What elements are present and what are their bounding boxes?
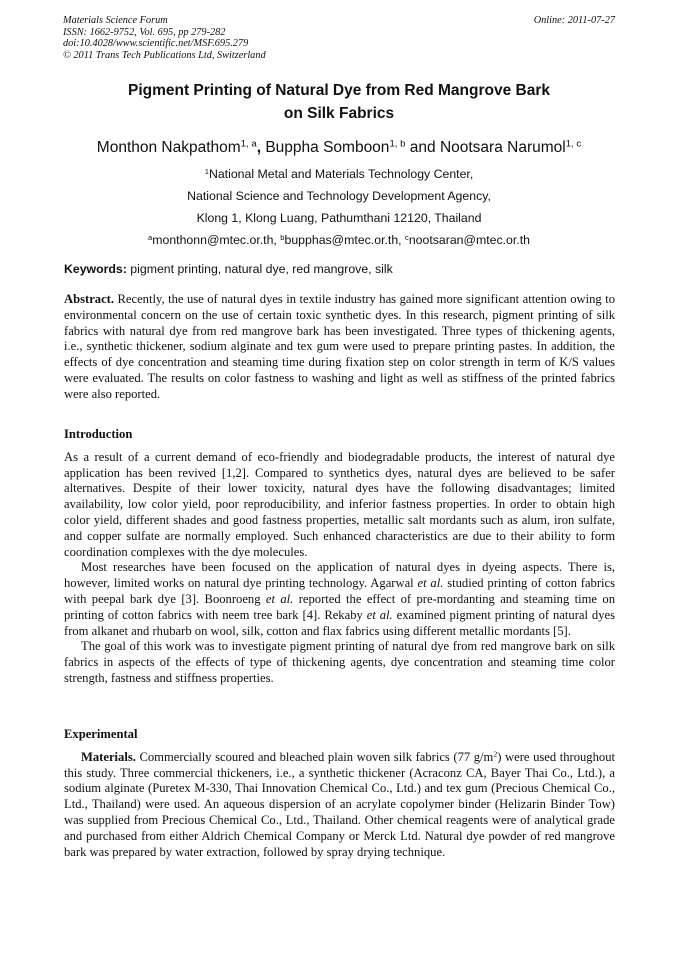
separator: and (405, 139, 440, 156)
keywords-text: pigment printing, natural dye, red mangrove, silk (126, 262, 393, 276)
abstract-label: Abstract. (64, 292, 115, 306)
paragraph: The goal of this work was to investigate pigment printing of natural dye from red mangrove bark on silk fabrics in aspects of the effects of type of thickening agents, dye concentration and steaming time color strength, fastness and stiffness properties. (64, 639, 615, 685)
affiliation-line: National Metal and Materials Technology Center, (208, 167, 474, 181)
email-sup: a (148, 232, 153, 242)
text: et al. (265, 591, 294, 606)
text: Most researches have been focused on the application of natural dyes in dyeing aspects. There is, however, limited works on natural dye printing technology. Agarwal (64, 560, 615, 591)
materials-label: Materials. (81, 749, 136, 764)
email[interactable]: bupphas@mtec.or.th, (284, 233, 405, 247)
online-date: Online: 2011-07-27 (533, 15, 615, 26)
author-name: Buppha Somboon (265, 139, 390, 156)
email-sup: b (280, 232, 285, 242)
email[interactable]: monthonn@mtec.or.th, (152, 233, 281, 247)
issn: ISSN: 1662-9752, Vol. 695, pp 279-282 (63, 26, 226, 38)
journal-name: Materials Science Forum (63, 15, 168, 26)
affiliation-line: Klong 1, Klong Luang, Pathumthani 12120, Thailand (196, 211, 482, 225)
affiliation (0, 163, 678, 251)
text: et al. (417, 576, 444, 591)
author-sup: 1, c (565, 138, 582, 150)
text: et al. (366, 607, 393, 622)
experimental-section (64, 727, 615, 860)
text: Commercially scoured and bleached plain woven silk fabrics (77 g/m (135, 749, 494, 764)
doi: doi:10.4028/www.scientific.net/MSF.695.279 (63, 38, 249, 50)
emails (0, 229, 678, 251)
text: examined pigment printing of natural dyes from alkanet and rhubarb on wool, silk, cotton and flax fabrics using different metallic mordants [5]. (64, 607, 616, 638)
introduction-section (64, 427, 615, 687)
title-line-2: on Silk Fabrics (283, 105, 395, 122)
section-heading: Introduction (64, 427, 133, 441)
author-name: Nootsara Narumol (439, 139, 566, 156)
text: ) were used throughout this study. Three commercial thickeners, i.e., a synthetic thickener (Acraconz CA, Bayer Thai Co., Ltd.), a sodium alginate (Puretex M-330, Thai Innovation Chemical Co., Ltd.) and tex gum (Precious Chemical Co., Ltd., Thailand) were used. An aqueous dispersion of an acrylate copolymer binder (Helizarin Binder Tow) was supplied from Precious Chemical Co., Ltd., Thailand. Other chemical reagents were of analytical grade and purchased from either Aldrich Chemical Company or Merck Ltd. Natural dye powder of red mangrove bark was prepared by water extraction, followed by spray drying technique. (64, 749, 615, 859)
author-sup: 1, a (240, 138, 257, 150)
paragraph (64, 750, 615, 861)
text: reported the effect of pre-mordanting and steaming time on printing of cotton fabrics with neem tree bark [4]. Rekaby (64, 591, 615, 622)
section-heading: Experimental (64, 727, 138, 741)
title-line-1: Pigment Printing of Natural Dye from Red Mangrove Bark (127, 82, 550, 99)
keywords-label: Keywords: (64, 262, 127, 276)
separator: , (256, 139, 266, 156)
abstract-text: Recently, the use of natural dyes in textile industry has gained more significant attention owing to environmental concern on the use of certain toxic synthetic dyes. In this research, pigment printing of silk fabrics with natural dye from red mangrove bark has been investigated. Three types of thickening agents, i.e., synthetic thickener, sodium alginate and tex gum were used to prepare printing pastes. In addition, the effects of dye concentration and steaming time during fixation step on color strength in term of K/S values were evaluated. The results on color fastness to washing and light as well as stiffness of the printed fabrics were also reported. (64, 292, 615, 401)
text: studied printing of cotton fabrics with peepal bark dye [3]. Boonroeng (64, 576, 616, 606)
author-sup: 1, b (389, 138, 406, 150)
affiliation-sup: 1 (204, 166, 209, 176)
paragraph (64, 560, 615, 639)
paragraph: As a result of a current demand of eco-friendly and biodegradable products, the interest of natural dye application has been revived [1,2]. Compared to synthetics dyes, natural dyes are believed to be safer alternatives. Despite of their lower toxicity, natural dyes have the following disadvantages; limited availability, low color yield, poor reproducibility, and inferior fastness properties. In order to obtain high color yield, different shades and good fastness properties, metallic salt mordants such as alum, iron sulfate, and copper sulfate are normally employed. Such enhanced characteristics are due to their ability to form coordination complexes with the dye molecules. (64, 449, 615, 559)
copyright: © 2011 Trans Tech Publications Ltd, Switzerland (63, 49, 266, 61)
keywords (64, 262, 393, 276)
author-list (0, 139, 678, 157)
author-name: Monthon Nakpathom (96, 139, 241, 156)
superscript: 2 (493, 749, 498, 759)
abstract (64, 292, 615, 403)
email[interactable]: nootsaran@mtec.or.th (408, 233, 530, 247)
affiliation-line: National Science and Technology Development Agency, (187, 189, 491, 203)
journal-header (63, 15, 266, 61)
paper-title (0, 79, 678, 125)
email-sup: c (405, 232, 409, 242)
